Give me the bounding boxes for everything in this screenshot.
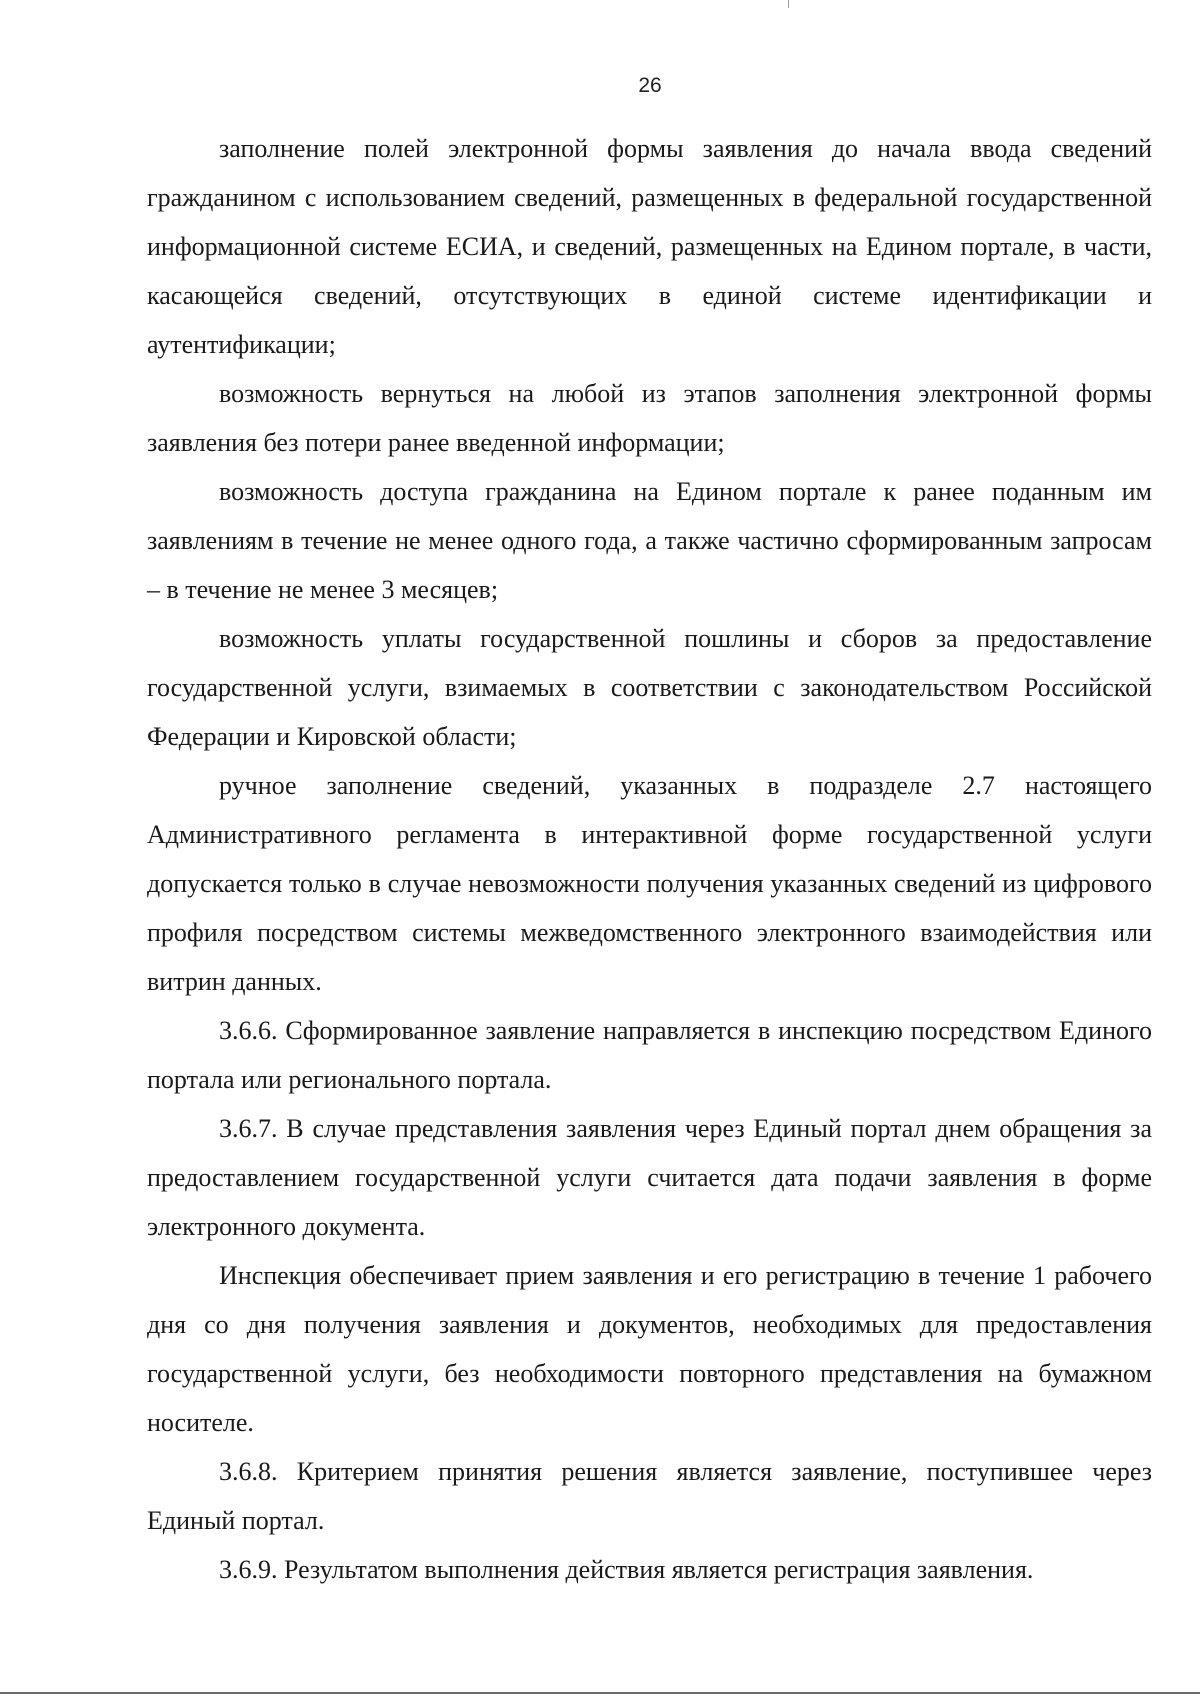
scan-artifact — [788, 0, 789, 8]
paragraph-esia-prefill: заполнение полей электронной формы заявления до начала ввода сведений гражданином с использованием сведений, размещенных в федеральной государственной информационной системе ЕСИА, и сведений, размещенных на Едином портале, в части, касающейся сведений, отсутствующих в единой системе идентификации и аутентификации; — [147, 134, 1152, 359]
paragraph-3-6-7: 3.6.7. В случае представления заявления через Единый портал днем обращения за предоставлением государственной услуги считается дата подачи заявления в форме электронного документа. — [147, 1114, 1152, 1241]
paragraph-3-6-9: 3.6.9. Результатом выполнения действия является регистрация заявления. — [219, 1555, 1034, 1584]
paragraph-3-6-6: 3.6.6. Сформированное заявление направляется в инспекцию посредством Единого портала или регионального портала. — [147, 1016, 1152, 1094]
paragraph-return-to-step: возможность вернуться на любой из этапов заполнения электронной формы заявления без потери ранее введенной информации; — [147, 379, 1152, 457]
paragraph-3-6-8: 3.6.8. Критерием принятия решения является заявление, поступившее через Единый портал. — [147, 1457, 1152, 1535]
page-number: 26 — [638, 74, 662, 97]
bottom-edge-line — [0, 1692, 1200, 1694]
paragraph-fee-payment: возможность уплаты государственной пошлины и сборов за предоставление государственной услуги, взимаемых в соответствии с законодательством Российской Федерации и Кировской области; — [147, 624, 1152, 751]
paragraph-access-applications: возможность доступа гражданина на Едином портале к ранее поданным им заявлениям в течение не менее одного года, а также частично сформированным запросам – в течение не менее 3 месяцев; — [147, 477, 1152, 604]
paragraph-manual-entry: ручное заполнение сведений, указанных в подразделе 2.7 настоящего Административного регламента в интерактивной форме государственной услуги допускается только в случае невозможности получения указанных сведений из цифрового профиля посредством системы межведомственного электронного взаимодействия или витрин данных. — [147, 771, 1152, 996]
paragraph-inspection-registration: Инспекция обеспечивает прием заявления и его регистрацию в течение 1 рабочего дня со дня получения заявления и документов, необходимых для предоставления государственной услуги, без необходимости повторного представления на бумажном носителе. — [147, 1261, 1152, 1437]
document-body — [147, 124, 1152, 1594]
